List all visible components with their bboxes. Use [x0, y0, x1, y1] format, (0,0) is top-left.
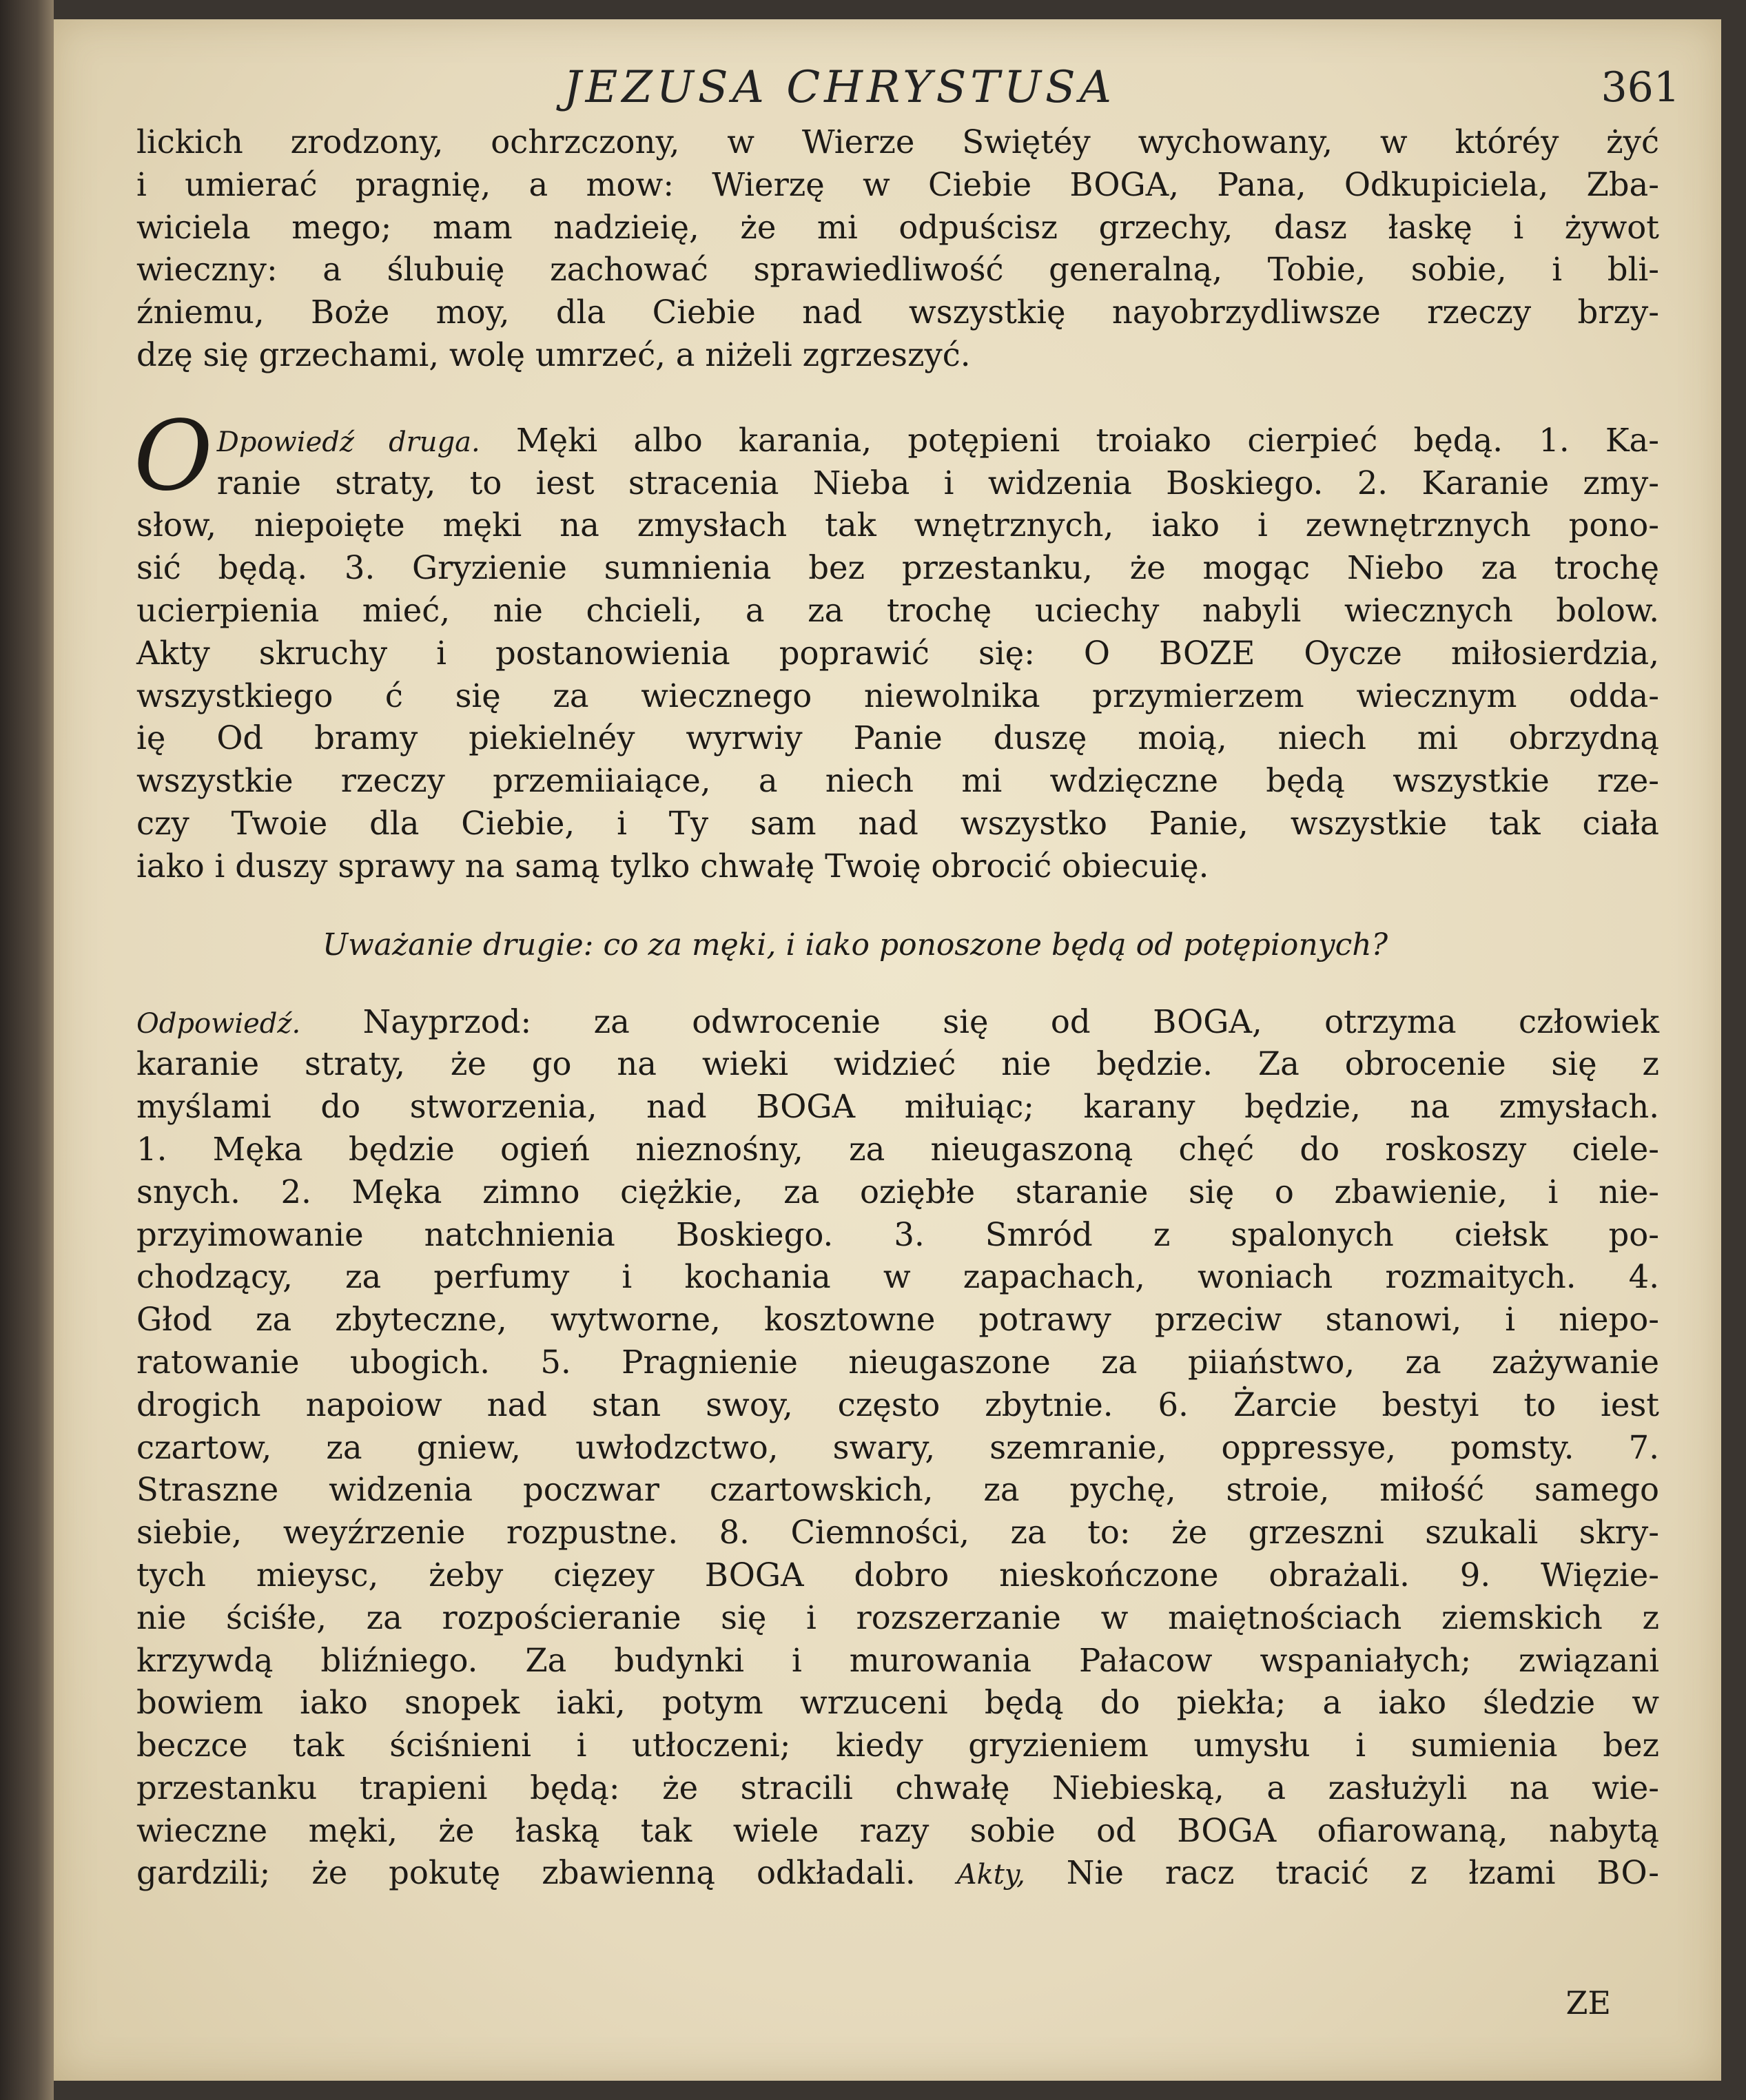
text-line: ię Od bramy piekielnéy wyrwiy Panie duszę moią, niech mi obrzydną — [136, 719, 1659, 757]
text-line: przestanku trapieni będą: że stracili chwałę Niebieską, a zasłużyli na wie- — [136, 1769, 1659, 1806]
answer-label: Odpowiedź. — [136, 1007, 301, 1040]
text-line: dzę się grzechami, wolę umrzeć, a niżeli zgrzeszyć. — [136, 336, 971, 373]
text-line: nie ściśłe, za rozpościeranie się i rozszerzanie w maiętnościach ziemskich z — [136, 1598, 1659, 1636]
binding-edge — [0, 0, 54, 2100]
answer-label: Dpowiedź druga. — [216, 426, 480, 458]
text-line: ratowanie ubogich. 5. Pragnienie nieugaszone za piiaństwo, za zażywanie — [136, 1343, 1659, 1381]
page-number: 361 — [1601, 63, 1680, 112]
text-line: wiciela mego; mam nadzieię, że mi odpuścisz grzechy, dasz łaskę i żywot — [136, 208, 1659, 246]
drop-cap: O — [134, 400, 213, 513]
text-line: iako i duszy sprawy na samą tylko chwałę Twoię obrocić obiecuię. — [136, 847, 1209, 885]
paragraph-2 — [134, 400, 1659, 888]
paragraph-3 — [136, 1001, 1659, 1895]
text-line: ucierpienia mieć, nie chcieli, a za trochę uciechy nabyli wiecznych bolow. — [136, 591, 1659, 629]
text-line: sić będą. 3. Gryzienie sumnienia bez przestanku, że mogąc Niebo za trochę — [136, 549, 1659, 587]
text-line: karanie straty, że go na wieki widzieć nie będzie. Za obrocenie się z — [136, 1045, 1659, 1083]
text-line: snych. 2. Męka zimno ciężkie, za oziębłe staranie się o zbawienie, i nie- — [136, 1173, 1659, 1211]
text-line: drogich napoiow nad stan swoy, często zbytnie. 6. Żarcie bestyi to iest — [136, 1386, 1659, 1423]
text-line: przyimowanie natchnienia Boskiego. 3. Smród z spalonych ciełsk po- — [136, 1215, 1659, 1253]
text-line: bowiem iako snopek iaki, potym wrzuceni będą do piekła; a iako śledzie w — [136, 1684, 1659, 1722]
text-line: tych mieysc, żeby cięzey BOGA dobro nieskończone obrażali. 9. Więzie- — [136, 1556, 1659, 1594]
catchword: ZE — [1565, 1984, 1611, 2021]
paragraph-1 — [136, 121, 1659, 377]
text-line: czartow, za gniew, uwłodzctwo, swary, szemranie, oppressye, pomsty. 7. — [136, 1428, 1659, 1466]
acts-label: Akty, — [956, 1859, 1025, 1891]
text-line: źniemu, Boże moy, dla Ciebie nad wszystkię nayobrzydliwsze rzeczy brzy- — [136, 294, 1659, 331]
text-line: Straszne widzenia poczwar czartowskich, za pychę, stroie, miłość samego — [136, 1471, 1659, 1509]
text-line: wieczny: a ślubuię zachować sprawiedliwość generalną, Tobie, sobie, i bli- — [136, 251, 1659, 289]
section-subheading: Uważanie drugie: co za męki, i iako ponoszone będą od potępionych? — [322, 927, 1388, 962]
text-line: gardzili; że pokutę zbawienną odkładali. Akty, Nie racz tracić z łzami BO- — [136, 1854, 1660, 1892]
text-line: i umierać pragnię, a mow: Wierzę w Ciebie BOGA, Pana, Odkupiciela, Zba- — [136, 165, 1659, 203]
text-line: Dpowiedź druga. Męki albo karania, potępieni troiako cierpieć będą. 1. Ka- — [216, 421, 1659, 459]
body-text — [136, 121, 1659, 1895]
text-line: Akty skruchy i postanowienia poprawić się: O BOZE Oycze miłosierdzia, — [136, 634, 1659, 672]
text-line: chodzący, za perfumy i kochania w zapachach, woniach rozmaitych. 4. — [136, 1258, 1659, 1296]
text-line: siebie, weyźrzenie rozpustne. 8. Ciemności, za to: że grzeszni szukali skry- — [136, 1514, 1659, 1552]
text-line: wszystkie rzeczy przemiiaiące, a niech mi wdzięczne będą wszystkie rze- — [136, 762, 1659, 800]
text-line: ranie straty, to iest stracenia Nieba i widzenia Boskiego. 2. Karanie zmy- — [216, 464, 1659, 502]
text-line: Odpowiedź. Nayprzod: za odwrocenie się od BOGA, otrzyma człowiek — [136, 1002, 1659, 1040]
text-line: czy Twoie dla Ciebie, i Ty sam nad wszystko Panie, wszystkie tak ciała — [136, 804, 1659, 842]
book-page — [54, 19, 1721, 2081]
text-line: słow, niepoięte męki na zmysłach tak wnętrznych, iako i zewnętrznych pono- — [136, 506, 1659, 544]
text-line: wszystkiego ć się za wiecznego niewolnika przymierzem wiecznym odda- — [136, 677, 1659, 714]
text-line: wieczne męki, że łaską tak wiele razy sobie od BOGA ofiarowaną, nabytą — [136, 1811, 1659, 1849]
page-header — [54, 55, 1721, 124]
text-line: beczce tak ściśnieni i utłoczeni; kiedy gryzieniem umysłu i sumienia bez — [136, 1727, 1659, 1764]
text-line: lickich zrodzony, ochrzczony, w Wierze Swiętéy wychowany, w któréy żyć — [136, 123, 1659, 161]
text-line: 1. Męka będzie ogień nieznośny, za nieugaszoną chęć do roskoszy ciele- — [136, 1130, 1659, 1168]
text-line: krzywdą bliźniego. Za budynki i murowania Pałacow wspaniałych; związani — [136, 1641, 1659, 1679]
running-title: JEZUSA CHRYSTUSA — [564, 62, 1116, 113]
text-line: Głod za zbyteczne, wytworne, kosztowne potrawy przeciw stanowi, i niepo- — [136, 1301, 1659, 1339]
text-line: myślami do stworzenia, nad BOGA miłuiąc; karany będzie, na zmysłach. — [136, 1088, 1659, 1126]
